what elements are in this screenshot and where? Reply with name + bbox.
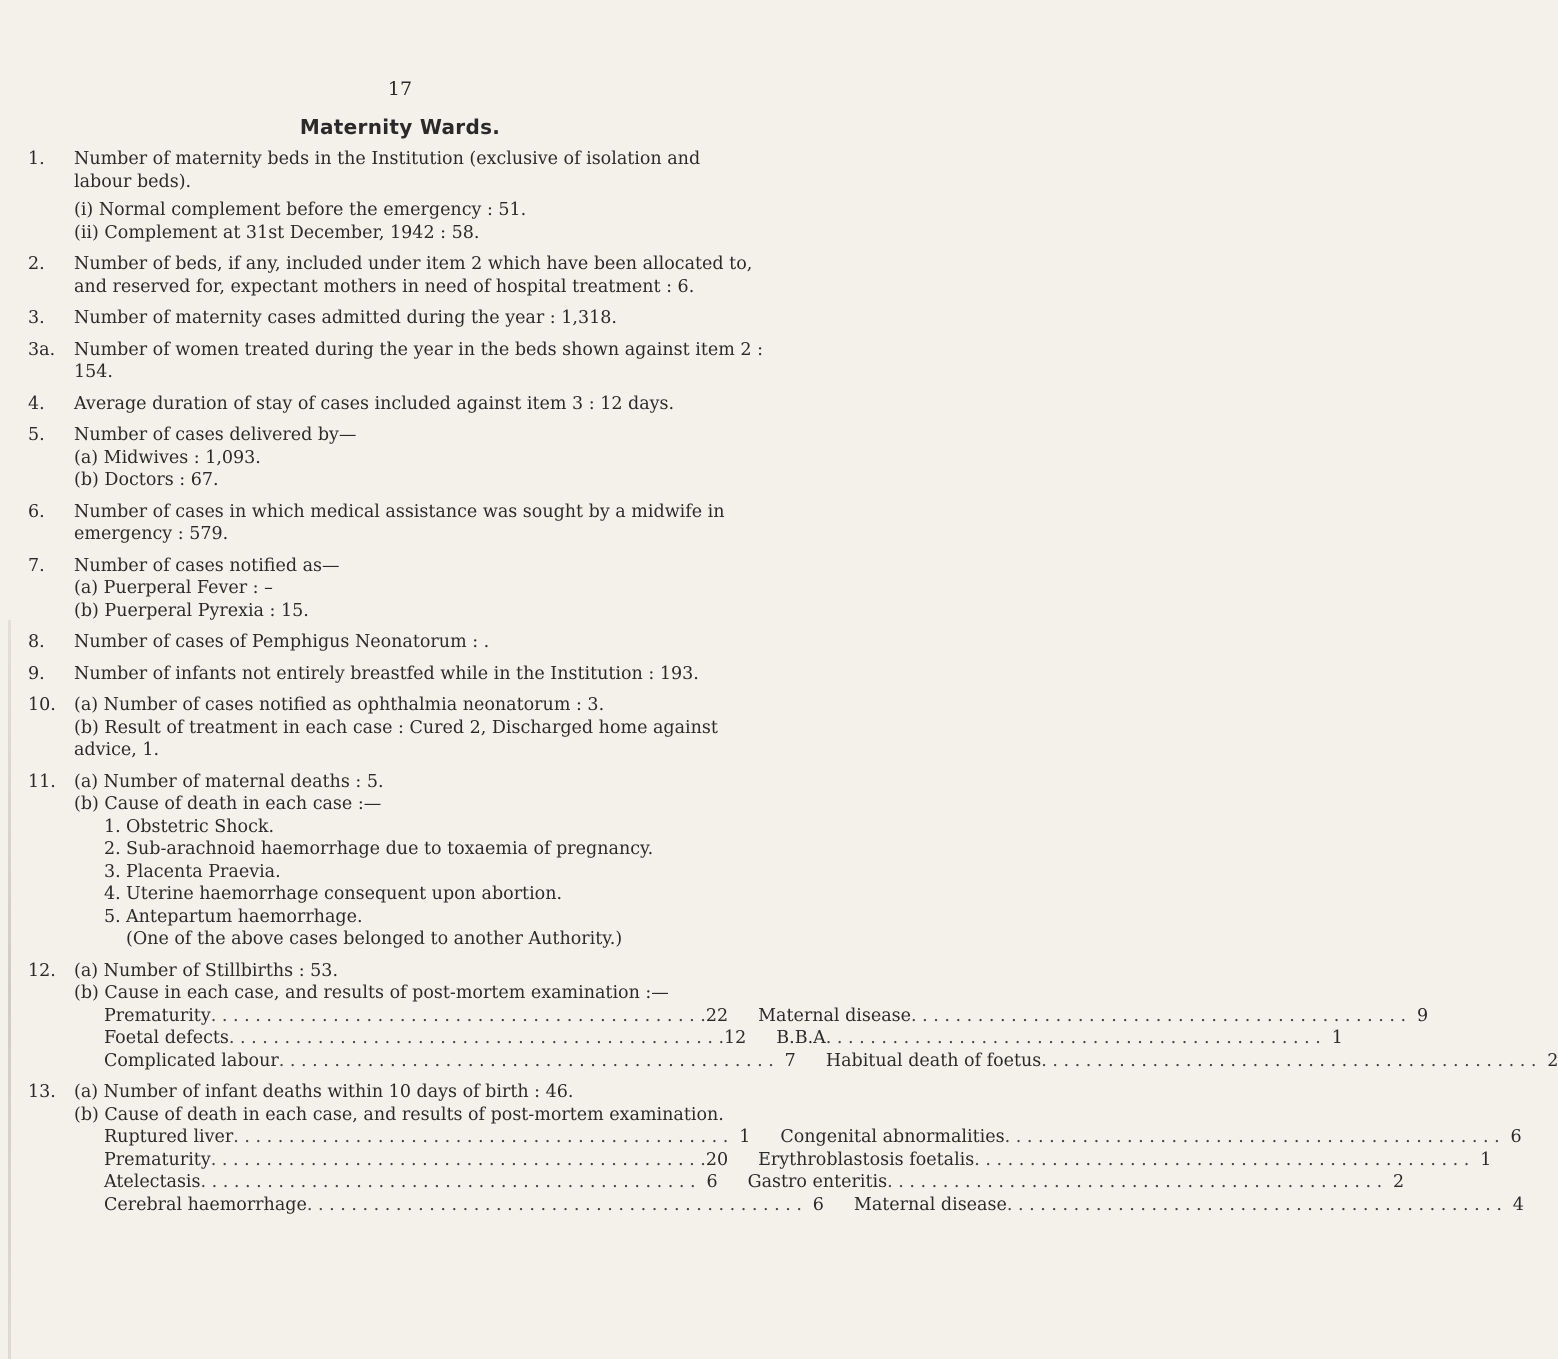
document-body [28,148,1558,1225]
sub-item: (b) Puerperal Pyrexia : 15. [74,600,309,621]
sub-item: (ii) Complement at 31st December, 1942 : 58. [74,222,480,243]
list-item: 4. Uterine haemorrhage consequent upon abortion. [104,884,563,904]
table-row: Foetal defects . . . 12 B.B.A . . . 1 [104,1027,763,1050]
item-2 [28,253,763,298]
item-10 [28,694,763,762]
table-row: Complicated labour . . . 7 Habitual death of foetus . . . 2 [104,1050,763,1073]
item-1 [28,148,763,244]
list-item: 2. Sub-arachnoid haemorrhage due to toxaemia of pregnancy. [104,839,654,859]
item-number: 13. [28,1082,56,1102]
item-text: Number of cases of Pemphigus Neonatorum : . [74,632,490,652]
table-row: Ruptured liver . . . 1 Congenital abnormalities . . . 6 [104,1126,763,1149]
sub-item: (a) Midwives : 1,093. [74,447,261,468]
scan-edge-artifact [8,620,11,1359]
item-text: Number of maternity beds in the Institution (exclusive of isolation and labour beds). [74,149,701,192]
item-5 [28,424,763,492]
sub-item: (b) Cause in each case, and results of post-mortem examination :— [74,983,669,1003]
list-item: 3. Placenta Praevia. [104,861,281,882]
item-11 [28,771,763,951]
item-9 [28,663,763,686]
item-text: Number of cases delivered by— [74,425,357,445]
page-title: Maternity Wards. [299,115,501,139]
table-row: Atelectasis . . . 6 Gastro enteritis . . . 2 [104,1171,763,1194]
sub-item: (b) Cause of death in each case, and results of post-mortem examination. [74,1104,724,1125]
item-6 [28,501,763,546]
item-number: 1. [28,149,45,169]
sub-item: (i) Normal complement before the emergency : 51. [74,200,527,220]
item-7 [28,555,763,623]
sub-item: (a) Number of Stillbirths : 53. [74,960,339,981]
item-text: Number of cases in which medical assistance was sought by a midwife in emergency : 579. [74,501,725,544]
item-text: Number of cases notified as— [74,555,340,576]
item-number: 2. [28,254,45,274]
item-number: 10. [28,695,56,715]
item-text: Number of women treated during the year in the beds shown against item 2 : 154. [74,339,763,382]
item-number: 5. [28,425,45,445]
item-number: 8. [28,632,45,652]
sub-item: (b) Doctors : 67. [74,470,219,490]
list-item: 5. Antepartum haemorrhage. [104,906,363,927]
sub-item: (a) Puerperal Fever : – [74,578,273,598]
item-number: 6. [28,501,45,522]
list-item: 1. Obstetric Shock. [104,816,275,837]
item-number: 9. [28,663,45,684]
table-row: Prematurity . . . 20 Erythroblastosis foetalis . . . 1 [104,1149,763,1172]
item-8 [28,631,763,654]
item-text: Average duration of stay of cases included against item 3 : 12 days. [74,393,675,414]
sub-item: (a) Number of maternal deaths : 5. [74,771,384,792]
item-number: 12. [28,960,56,981]
table-row: Cerebral haemorrhage . . . 6 Maternal disease . . . 4 [104,1194,763,1217]
sub-item: (b) Cause of death in each case :— [74,794,382,814]
item-text: Number of maternity cases admitted during the year : 1,318. [74,308,617,328]
footnote: (One of the above cases belonged to another Authority.) [126,929,623,949]
item-number: 3a. [28,339,56,360]
item-number: 4. [28,393,45,414]
item-number: 7. [28,555,45,576]
infant-death-causes-table [74,1126,1524,1216]
sub-item: (b) Result of treatment in each case : Cured 2, Discharged home against advice, 1. [74,717,718,760]
item-12 [28,960,1558,1073]
page-number: 17 [387,78,413,100]
item-4 [28,393,763,416]
table-row: Prematurity . . . 22 Maternal disease . . . 9 [104,1005,763,1028]
item-13 [28,1081,1524,1216]
sub-item: (a) Number of cases notified as ophthalmia neonatorum : 3. [74,695,605,715]
item-3 [28,307,763,330]
item-3a [28,339,763,384]
sub-item: (a) Number of infant deaths within 10 days of birth : 46. [74,1082,574,1102]
item-number: 3. [28,308,45,328]
stillbirth-causes-table [74,1005,1558,1073]
item-number: 11. [28,771,56,792]
item-text: Number of infants not entirely breastfed while in the Institution : 193. [74,663,699,684]
item-text: Number of beds, if any, included under item 2 which have been allocated to, and reserved for, expectant mothers in need of hospital treatment : 6. [74,254,753,297]
